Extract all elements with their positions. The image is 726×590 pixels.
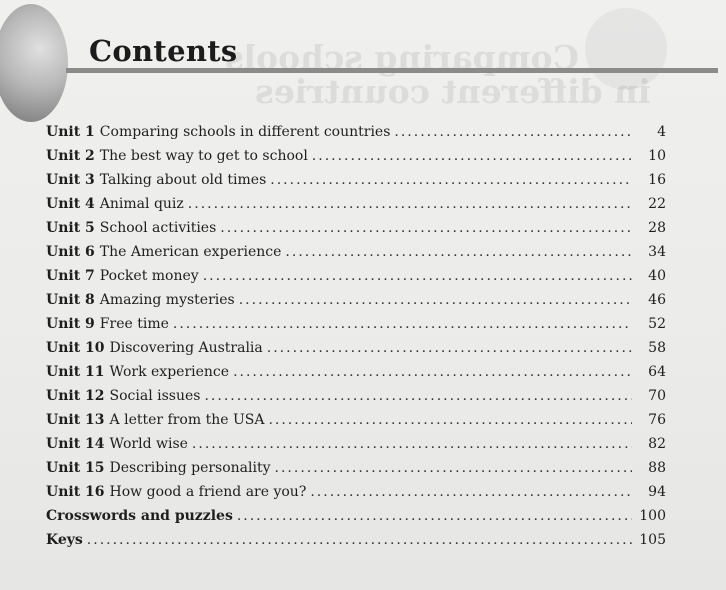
toc-page-number: 16 — [648, 172, 666, 188]
dot-leader — [266, 168, 632, 192]
title-rule — [66, 68, 718, 73]
toc-unit-number: Unit 12 — [46, 388, 105, 404]
toc-entry — [46, 144, 666, 168]
toc-page-number: 82 — [648, 436, 666, 452]
toc-entry-title: Crosswords and puzzles — [46, 508, 233, 524]
toc-unit-number: Unit 7 — [46, 268, 95, 284]
toc-entry-title: Animal quiz — [99, 196, 184, 212]
dot-leader — [184, 192, 632, 216]
toc-entry-title: School activities — [99, 220, 217, 236]
toc-entry-title: Describing personality — [109, 460, 271, 476]
toc-entry-title: Discovering Australia — [109, 340, 263, 356]
toc-page-number: 70 — [648, 388, 666, 404]
toc-page-number: 52 — [648, 316, 666, 332]
bleed-through-text: Comparing schools — [225, 38, 579, 77]
toc-entry — [46, 192, 666, 216]
toc-unit-number: Unit 11 — [46, 364, 105, 380]
toc-entry — [46, 456, 666, 480]
dot-leader — [83, 528, 632, 552]
toc-entry-title: The best way to get to school — [99, 148, 308, 164]
toc-unit-number: Unit 3 — [46, 172, 95, 188]
toc-page-number: 46 — [648, 292, 666, 308]
toc-entry-title: World wise — [109, 436, 188, 452]
toc-unit-number: Unit 4 — [46, 196, 95, 212]
dot-leader — [233, 504, 632, 528]
dot-leader — [308, 144, 632, 168]
toc-entry — [46, 504, 666, 528]
toc-unit-number: Unit 15 — [46, 460, 105, 476]
toc-entry — [46, 240, 666, 264]
toc-entry-title: Talking about old times — [99, 172, 267, 188]
toc-page-number: 4 — [657, 124, 666, 140]
toc-entry-title: How good a friend are you? — [109, 484, 307, 500]
toc-unit-number: Unit 5 — [46, 220, 95, 236]
toc-unit-number: Unit 16 — [46, 484, 105, 500]
toc-page-number: 64 — [648, 364, 666, 380]
dot-leader — [229, 360, 632, 384]
toc-page-number: 22 — [648, 196, 666, 212]
toc-entry-title: Social issues — [109, 388, 201, 404]
toc-entry — [46, 360, 666, 384]
dot-leader — [281, 240, 632, 264]
toc-entry-title: Comparing schools in different countries — [99, 124, 391, 140]
toc-unit-number: Unit 2 — [46, 148, 95, 164]
toc-entry-title: Keys — [46, 532, 83, 548]
toc-entry — [46, 120, 666, 144]
dot-leader — [306, 480, 632, 504]
toc-entry — [46, 336, 666, 360]
decorative-oval-badge — [0, 4, 68, 122]
toc-unit-number: Unit 14 — [46, 436, 105, 452]
toc-entry — [46, 480, 666, 504]
toc-unit-number: Unit 10 — [46, 340, 105, 356]
toc-unit-number: Unit 9 — [46, 316, 95, 332]
toc-entry — [46, 432, 666, 456]
dot-leader — [188, 432, 632, 456]
toc-page-number: 28 — [648, 220, 666, 236]
dot-leader — [390, 120, 632, 144]
dot-leader — [169, 312, 632, 336]
toc-page-number: 100 — [639, 508, 666, 524]
toc-entry-title: The American experience — [99, 244, 282, 260]
toc-entry — [46, 312, 666, 336]
toc-entry-title: Amazing mysteries — [99, 292, 235, 308]
toc-page-number: 10 — [648, 148, 666, 164]
toc-page-number: 40 — [648, 268, 666, 284]
dot-leader — [216, 216, 632, 240]
toc-page-number: 76 — [648, 412, 666, 428]
toc-unit-number: Unit 13 — [46, 412, 105, 428]
dot-leader — [199, 264, 632, 288]
toc-page-number: 94 — [648, 484, 666, 500]
bleed-through-circle — [585, 8, 667, 90]
dot-leader — [264, 408, 632, 432]
toc-entry-title: Free time — [99, 316, 169, 332]
toc-entry — [46, 528, 666, 552]
page-title: Contents — [89, 34, 238, 68]
toc-entry — [46, 408, 666, 432]
toc-entry-title: Pocket money — [99, 268, 199, 284]
toc-unit-number: Unit 8 — [46, 292, 95, 308]
dot-leader — [263, 336, 632, 360]
table-of-contents — [46, 120, 666, 552]
toc-page-number: 105 — [639, 532, 666, 548]
toc-entry — [46, 216, 666, 240]
toc-entry-title: A letter from the USA — [109, 412, 265, 428]
toc-unit-number: Unit 6 — [46, 244, 95, 260]
dot-leader — [235, 288, 632, 312]
toc-page-number: 58 — [648, 340, 666, 356]
bleed-through-text: in different countries — [255, 72, 651, 111]
toc-page-number: 34 — [648, 244, 666, 260]
toc-entry-title: Work experience — [109, 364, 230, 380]
toc-entry — [46, 168, 666, 192]
dot-leader — [271, 456, 632, 480]
toc-entry — [46, 288, 666, 312]
toc-unit-number: Unit 1 — [46, 124, 95, 140]
dot-leader — [200, 384, 632, 408]
toc-entry — [46, 264, 666, 288]
toc-entry — [46, 384, 666, 408]
toc-page-number: 88 — [648, 460, 666, 476]
